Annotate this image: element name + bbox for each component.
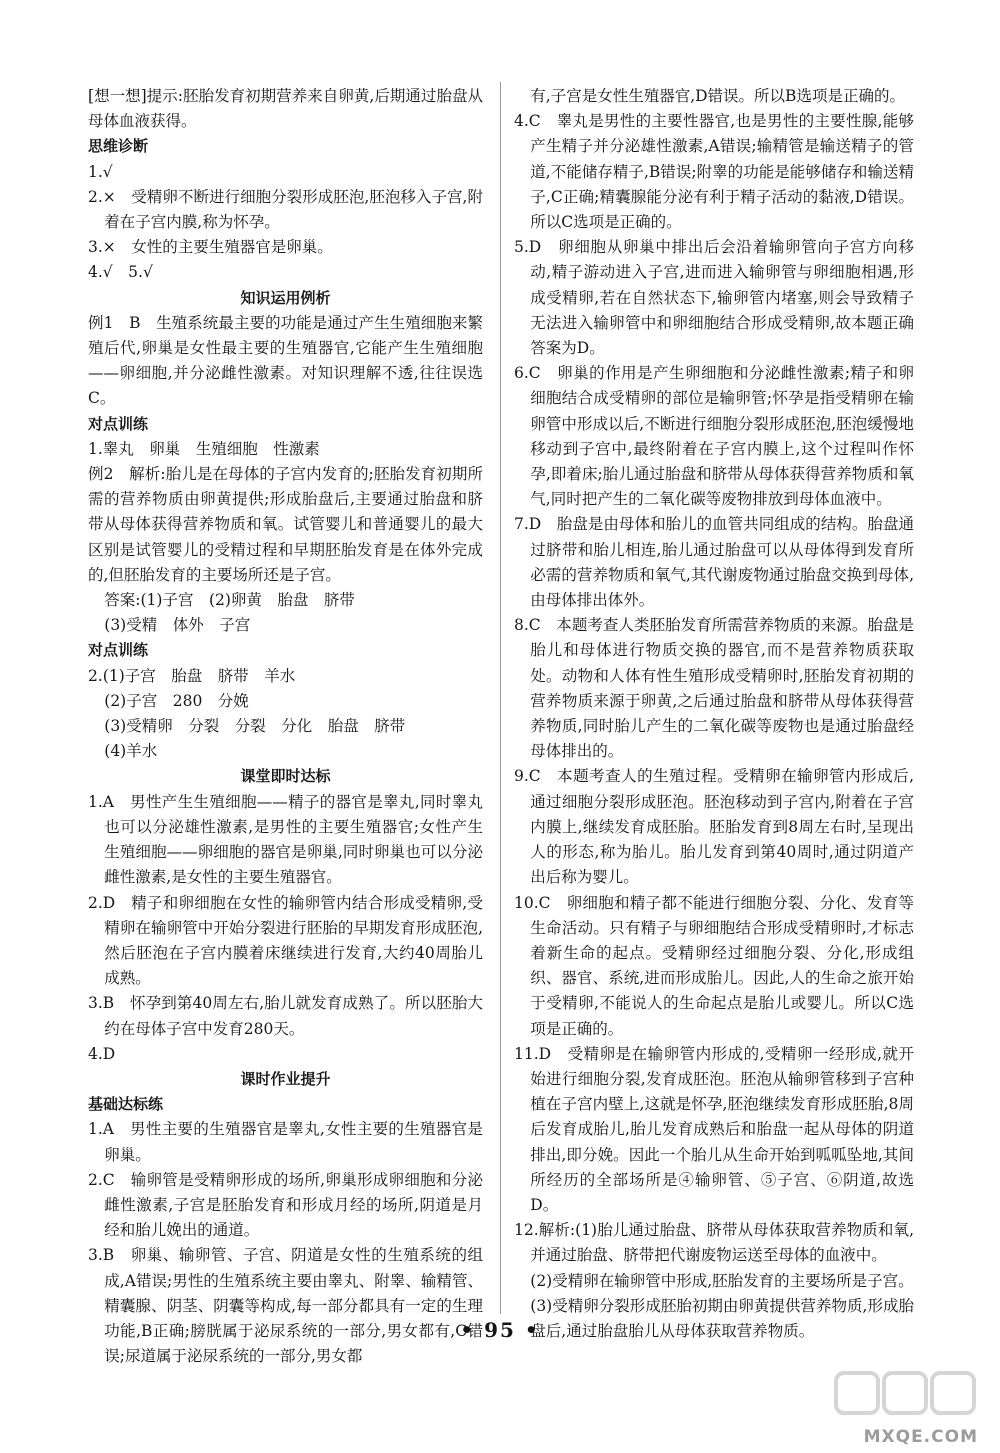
left-paragraph: (2)子宫 280 分娩 <box>104 691 249 710</box>
right-paragraph: 6.C 卵巢的作用是产生卵细胞和分泌雌性激素;精子和卵细胞结合成受精卵的部位是输卵管;怀孕是指受精卵在输卵管中形成以后,不断进行细胞分裂形成胚泡,胚泡缓慢地移动到子宫中,最终附着在子宫内膜上,这个过程叫作怀孕,即着床;胎儿通过胎盘和脐带从母体获得营养物质和氧气,同时把产生的二氧化碳等废物排放到母体血液中。 <box>514 364 914 509</box>
right-paragraph: 11.D 受精卵是在输卵管内形成的,受精卵一经形成,就开始进行细胞分裂,发育成胚泡。胚泡从输卵管移到子宫种植在子宫内壁上,这就是怀孕,胚泡继续发育形成胚胎,8周后发育成胎儿,胎儿发育成熟后和胎盘一起从母体的阴道排出,即分娩。因此一个胎儿从生命开始到呱呱坠地,其间所经历的全部场所是④输卵管、⑤子宫、⑥阴道,故选D。 <box>514 1044 914 1214</box>
right-paragraph: 12.解析:(1)胎儿通过胎盘、脐带从母体获取营养物质和氧,并通过胎盘、脐带把代谢废物运送至母体的血液中。 <box>514 1221 914 1265</box>
left-paragraph: 课时作业提升 <box>240 1069 331 1088</box>
right-paragraph: 5.D 卵细胞从卵巢中排出后会沿着输卵管向子宫方向移动,精子游动进入子宫,进而进入输卵管与卵细胞相遇,形成受精卵,若在自然状态下,输卵管内堵塞,则会导致精子无法进入输卵管中和卵细胞结合形成受精卵,故本题正确答案为D。 <box>514 238 914 358</box>
right-paragraph: 9.C 本题考查人的生殖过程。受精卵在输卵管内形成后,通过细胞分裂形成胚泡。胚泡移动到子宫内,附着在子宫内膜上,继续发育成胚胎。胚胎发育到8周左右时,呈现出人的形态,称为胎儿。胎儿发育到第40周时,通过阴道产出后称为婴儿。 <box>514 767 914 887</box>
right-paragraph: 4.C 睾丸是男性的主要性器官,也是男性的主要性腺,能够产生精子并分泌雄性激素,A错误;输精管是输送精子的管道,不能储存精子,B错误;附睾的功能是能够储存和输送精子,C正确;精囊腺能分泌有利于精子活动的黏液,D错误。所以C选项是正确的。 <box>514 112 914 232</box>
column-divider <box>500 82 501 1314</box>
right-column <box>514 84 914 1344</box>
left-paragraph: 对点训练 <box>88 641 149 660</box>
left-paragraph: 知识运用例析 <box>240 288 331 307</box>
right-paragraph: 8.C 本题考查人类胚胎发育所需营养物质的来源。胎盘是胎儿和母体进行物质交换的器官,而不是营养物质获取处。动物和人体有性生殖形成受精卵时,胚胎发育初期的营养物质来源于卵黄,之后通过胎盘和脐带从母体获得营养物质,同时胎儿产生的二氧化碳等废物也是通过胎盘经母体排出的。 <box>514 616 914 761</box>
left-paragraph: 3.× 女性的主要生殖器官是卵巢。 <box>88 238 333 257</box>
right-paragraph: 10.C 卵细胞和精子都不能进行细胞分裂、分化、发育等生命活动。只有精子与卵细胞结合形成受精卵时,才标志着新生命的起点。受精卵经过细胞分裂、分化,形成组织、器官、系统,进而形成胎儿。因此,人的生命之旅开始于受精卵,不能说人的生命起点是胎儿或婴儿。所以C选项是正确的。 <box>514 893 914 1038</box>
left-paragraph: 1.睾丸 卵巢 生殖细胞 性激素 <box>88 439 320 458</box>
left-paragraph: 1.√ <box>88 162 113 181</box>
left-paragraph: (4)羊水 <box>104 742 158 761</box>
right-paragraph: (2)受精卵在输卵管中形成,胚胎发育的主要场所是子宫。 <box>530 1271 914 1290</box>
right-paragraph: 7.D 胎盘是由母体和胎儿的血管共同组成的结构。胎盘通过脐带和胎儿相连,胎儿通过胎盘可以从母体得到发育所必需的营养物质和氧气,其代谢废物通过胎盘交换到母体,由母体排出体外。 <box>514 515 914 610</box>
left-paragraph: 4.D <box>88 1044 116 1063</box>
right-paragraph: 有,子宫是女性生殖器官,D错误。所以B选项是正确的。 <box>530 87 905 105</box>
left-paragraph: 例1 B 生殖系统最主要的功能是通过产生生殖细胞来繁殖后代,卵巢是女性最主要的生殖器官,它能产生生殖细胞——卵细胞,并分泌雌性激素。对知识理解不透,往往误选C。 <box>88 313 483 408</box>
left-paragraph: 4.√ 5.√ <box>88 263 153 282</box>
left-paragraph: 课堂即时达标 <box>240 767 331 786</box>
left-paragraph: (3)受精卵 分裂 分裂 分化 胎盘 脐带 <box>104 717 406 736</box>
left-paragraph: 1.A 男性主要的生殖器官是睾丸,女性主要的生殖器官是卵巢。 <box>88 1120 483 1164</box>
left-paragraph: 思维诊断 <box>88 137 149 156</box>
right-paragraph: (3)受精卵分裂形成胚胎初期由卵黄提供营养物质,形成胎盘后,通过胎盘胎儿从母体获取营养物质。 <box>530 1296 914 1340</box>
left-paragraph: 答案:(1)子宫 (2)卵黄 胎盘 脐带 <box>104 591 355 610</box>
left-paragraph: (3)受精 体外 子宫 <box>104 616 251 635</box>
left-paragraph: 2.(1)子宫 胎盘 脐带 羊水 <box>88 666 296 685</box>
left-paragraph: [想一想]提示:胚胎发育初期营养来自卵黄,后期通过胎盘从母体血液获得。 <box>88 87 483 131</box>
page-number: • 95 • <box>460 1318 540 1342</box>
left-paragraph: 2.× 受精卵不断进行细胞分裂形成胚泡,胚泡移入子宫,附着在子宫内膜,称为怀孕。 <box>88 187 483 232</box>
left-paragraph: 对点训练 <box>88 414 149 433</box>
left-paragraph: 2.D 精子和卵细胞在女性的输卵管内结合形成受精卵,受精卵在输卵管中开始分裂进行胚胎的早期发育形成胚泡,然后胚泡在子宫内膜着床继续进行发育,大约40周胎儿成熟。 <box>88 893 483 988</box>
left-column <box>88 84 483 1369</box>
watermark-text: MXQE.COM <box>863 1427 978 1447</box>
left-paragraph: 3.B 怀孕到第40周左右,胎儿就发育成熟了。所以胚胎大约在母体子宫中发育280天。 <box>88 994 483 1038</box>
left-paragraph: 3.B 卵巢、输卵管、子宫、阴道是女性的生殖系统的组成,A错误;男性的生殖系统主要由睾丸、附睾、输精管、精囊腺、阴茎、阴囊等构成,每一部分都具有一定的生理功能,B正确;膀胱属于泌尿系统的一部分,男女都有,C错误;尿道属于泌尿系统的一部分,男女都 <box>88 1246 483 1366</box>
left-paragraph: 基础达标练 <box>88 1095 164 1114</box>
left-paragraph: 1.A 男性产生生殖细胞——精子的器官是睾丸,同时睾丸也可以分泌雄性激素,是男性的主要生殖器官;女性产生生殖细胞——卵细胞的器官是卵巢,同时卵巢也可以分泌雌性激素,是女性的主要生殖器官。 <box>88 792 483 887</box>
left-paragraph: 2.C 输卵管是受精卵形成的场所,卵巢形成卵细胞和分泌雌性激素,子宫是胚胎发育和形成月经的场所,阴道是月经和胎儿娩出的通道。 <box>88 1170 483 1240</box>
left-paragraph: 例2 解析:胎儿是在母体的子宫内发育的;胚胎发育初期所需的营养物质由卵黄提供;形成胎盘后,主要通过胎盘和脐带从母体获得营养物质和氧。试管婴儿和普通婴儿的最大区别是试管婴儿的受精过程和早期胚胎发育是在体外完成的,但胚胎发育的主要场所还是子宫。 <box>88 465 483 584</box>
